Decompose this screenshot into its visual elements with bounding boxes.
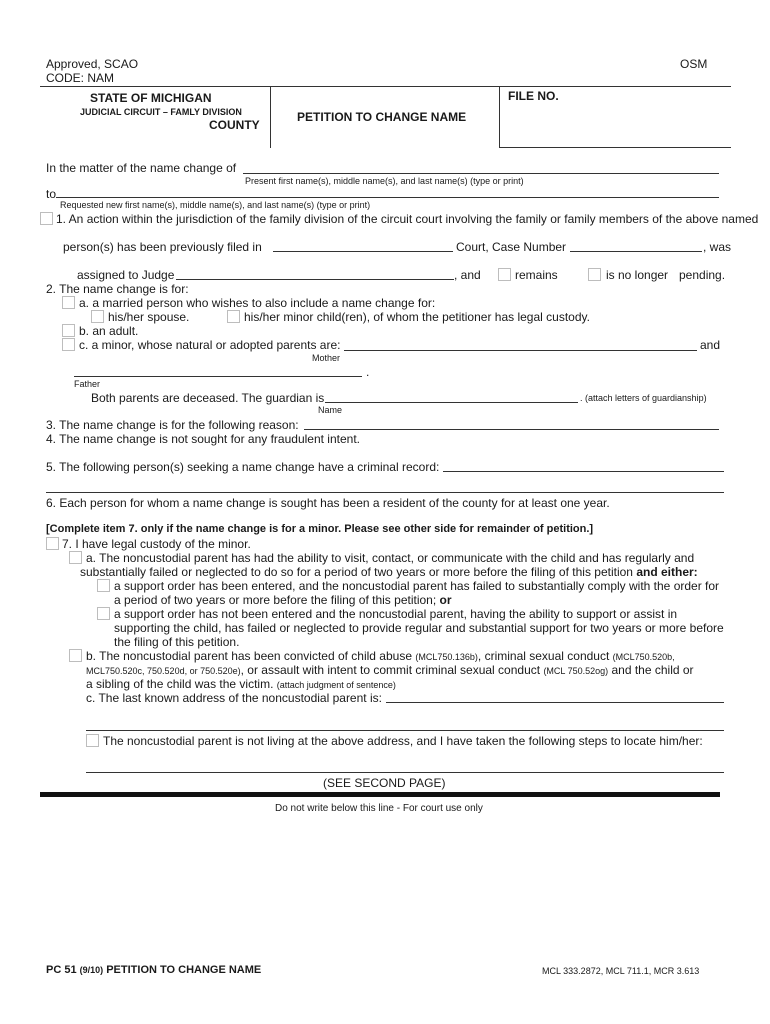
to-label: to [46, 187, 57, 201]
and-label: , and [454, 268, 481, 282]
attach-judgment-note: (attach judgment of sentence) [276, 680, 396, 690]
father-caption: Father [74, 379, 101, 389]
footer-form-id [46, 964, 261, 976]
support-not-entered-checkbox[interactable] [97, 607, 110, 620]
item7b-checkbox[interactable] [69, 649, 82, 662]
item2-label: 2. The name change is for: [46, 282, 189, 296]
footer-title: PETITION TO CHANGE NAME [106, 964, 262, 976]
item2a-text: a. a married person who wishes to also include a name change for: [79, 296, 436, 310]
spouse-checkbox[interactable] [91, 310, 104, 323]
item1-text: 1. An action within the jurisdiction of the family division of the circuit court involving the family or family members of the above named [56, 212, 759, 226]
court-use-divider [40, 792, 720, 797]
judge-label: assigned to Judge [77, 268, 175, 282]
father-field[interactable] [74, 376, 362, 377]
mcl-520b: (MCL750.520b, [612, 652, 675, 662]
criminal-record-field[interactable] [443, 471, 724, 472]
case-number-field[interactable] [570, 251, 702, 252]
item2b-checkbox[interactable] [62, 324, 75, 337]
new-name-caption: Requested new first name(s), middle name(s), and last name(s) (type or print) [60, 200, 371, 210]
spouse-label: his/her spouse. [108, 310, 190, 324]
mother-field[interactable] [344, 350, 697, 351]
form-number: PC 51 [46, 964, 77, 976]
csc-text: , criminal sexual conduct [477, 649, 610, 663]
item7b-line2 [86, 663, 694, 677]
locate-steps-field[interactable] [86, 772, 724, 773]
item4-text: 4. The name change is not sought for any fraudulent intent. [46, 432, 360, 446]
no-longer-checkbox[interactable] [588, 268, 601, 281]
guardian-field[interactable] [325, 402, 578, 403]
assault-text: , or assault with intent to commit criminal sexual conduct [240, 663, 541, 677]
form-revision: (9/10) [79, 965, 104, 975]
item7b-line1 [86, 649, 675, 663]
mcl-136b: (MCL750.136b) [415, 652, 478, 662]
criminal-record-field-2[interactable] [46, 492, 724, 493]
division-label: JUDICIAL CIRCUIT – FAMLY DIVISION [80, 107, 242, 117]
item7a-checkbox[interactable] [69, 551, 82, 564]
state-label: STATE OF MICHIGAN [90, 91, 212, 105]
osm-label: OSM [680, 57, 708, 71]
item6-text: 6. Each person for whom a name change is sought has been a resident of the county for at least one year. [46, 496, 610, 510]
new-name-field[interactable] [56, 197, 719, 198]
support-not-entered-line3: the filing of this petition. [114, 635, 240, 649]
support-entered-line2 [114, 593, 452, 607]
see-second-page: (SEE SECOND PAGE) [323, 776, 446, 790]
footer-mcl: MCL 333.2872, MCL 711.1, MCR 3.613 [542, 966, 700, 976]
complete-item7-note: [Complete item 7. only if the name change is for a minor. Please see other side for remainder of petition.] [46, 523, 594, 535]
remains-checkbox[interactable] [498, 268, 511, 281]
minor-child-checkbox[interactable] [227, 310, 240, 323]
guardian-name-caption: Name [318, 405, 343, 415]
page-title: PETITION TO CHANGE NAME [297, 110, 467, 124]
county-label: COUNTY [209, 118, 260, 132]
item7b-line3 [86, 677, 396, 691]
present-name-field[interactable] [243, 173, 719, 174]
support-entered-checkbox[interactable] [97, 579, 110, 592]
mcl-520cde: MCL750.520c, 750.520d, or 750.520e) [86, 666, 241, 676]
item7-label: 7. I have legal custody of the minor. [62, 537, 251, 551]
item5-text: 5. The following person(s) seeking a name change have a criminal record: [46, 460, 440, 474]
item2c-text: c. a minor, whose natural or adopted parents are: [79, 338, 341, 352]
not-living-text: The noncustodial parent is not living at the above address, and I have taken the following steps to locate him/her: [103, 734, 703, 748]
item7a-line1: a. The noncustodial parent has had the ability to visit, contact, or communicate with the child and has regularly and [86, 551, 695, 565]
reason-field[interactable] [304, 429, 719, 430]
mother-caption: Mother [312, 353, 341, 363]
item7b-line1-text: b. The noncustodial parent has been convicted of child abuse [86, 649, 413, 663]
support-not-entered-line2: supporting the child, has failed or neglected to provide regular and substantial support for two years or more before [114, 621, 724, 635]
item7-checkbox[interactable] [46, 537, 59, 550]
file-no-bottom-rule [500, 147, 731, 148]
court-case-label: Court, Case Number [456, 240, 567, 254]
support-entered-line2-text: a period of two years or more before the filing of this petition; [114, 593, 437, 607]
item7a-line2 [80, 565, 698, 579]
not-living-checkbox[interactable] [86, 734, 99, 747]
court-field[interactable] [273, 251, 453, 252]
support-entered-line1: a support order has been entered, and the noncustodial parent has failed to substantially comply with the order for [114, 579, 720, 593]
remains-label: remains [515, 268, 558, 282]
item3-text: 3. The name change is for the following reason: [46, 418, 299, 432]
item2c-checkbox[interactable] [62, 338, 75, 351]
and-either-text: and either: [636, 565, 698, 579]
item1-checkbox[interactable] [40, 212, 53, 225]
matter-label: In the matter of the name change of [46, 161, 237, 175]
pending-label: pending. [679, 268, 726, 282]
form-code: CODE: NAM [46, 71, 115, 85]
was-label: , was [703, 240, 732, 254]
item2b-text: b. an adult. [79, 324, 139, 338]
victim-text: a sibling of the child was the victim. [86, 677, 274, 691]
present-name-caption: Present first name(s), middle name(s), and last name(s) (type or print) [245, 176, 524, 186]
father-period: . [366, 365, 370, 379]
item1-filed-label: person(s) has been previously filed in [63, 240, 262, 254]
item2a-checkbox[interactable] [62, 296, 75, 309]
guardian-label: Both parents are deceased. The guardian is [91, 391, 325, 405]
no-longer-label: is no longer [606, 268, 669, 282]
child-or-text: and the child or [611, 663, 694, 677]
judge-field[interactable] [176, 279, 454, 280]
or-text: or [439, 593, 452, 607]
address-field[interactable] [386, 702, 724, 703]
item7a-line2-text: substantially failed or neglected to do so for a period of two years or more before the filing of this petition [80, 565, 633, 579]
guardian-attach-note: . (attach letters of guardianship) [580, 393, 707, 403]
parents-and-label: and [700, 338, 721, 352]
support-not-entered-line1: a support order has not been entered and the noncustodial parent, having the ability to support or assist in [114, 607, 678, 621]
address-field-2[interactable] [86, 730, 724, 731]
file-no-label: FILE NO. [508, 89, 559, 103]
approved-text: Approved, SCAO [46, 57, 139, 71]
mcl-520g: (MCL 750.52og) [543, 666, 609, 676]
minor-child-label: his/her minor child(ren), of whom the petitioner has legal custody. [244, 310, 590, 324]
court-use-note: Do not write below this line - For court use only [275, 803, 483, 814]
item7c-text: c. The last known address of the noncustodial parent is: [86, 691, 382, 705]
